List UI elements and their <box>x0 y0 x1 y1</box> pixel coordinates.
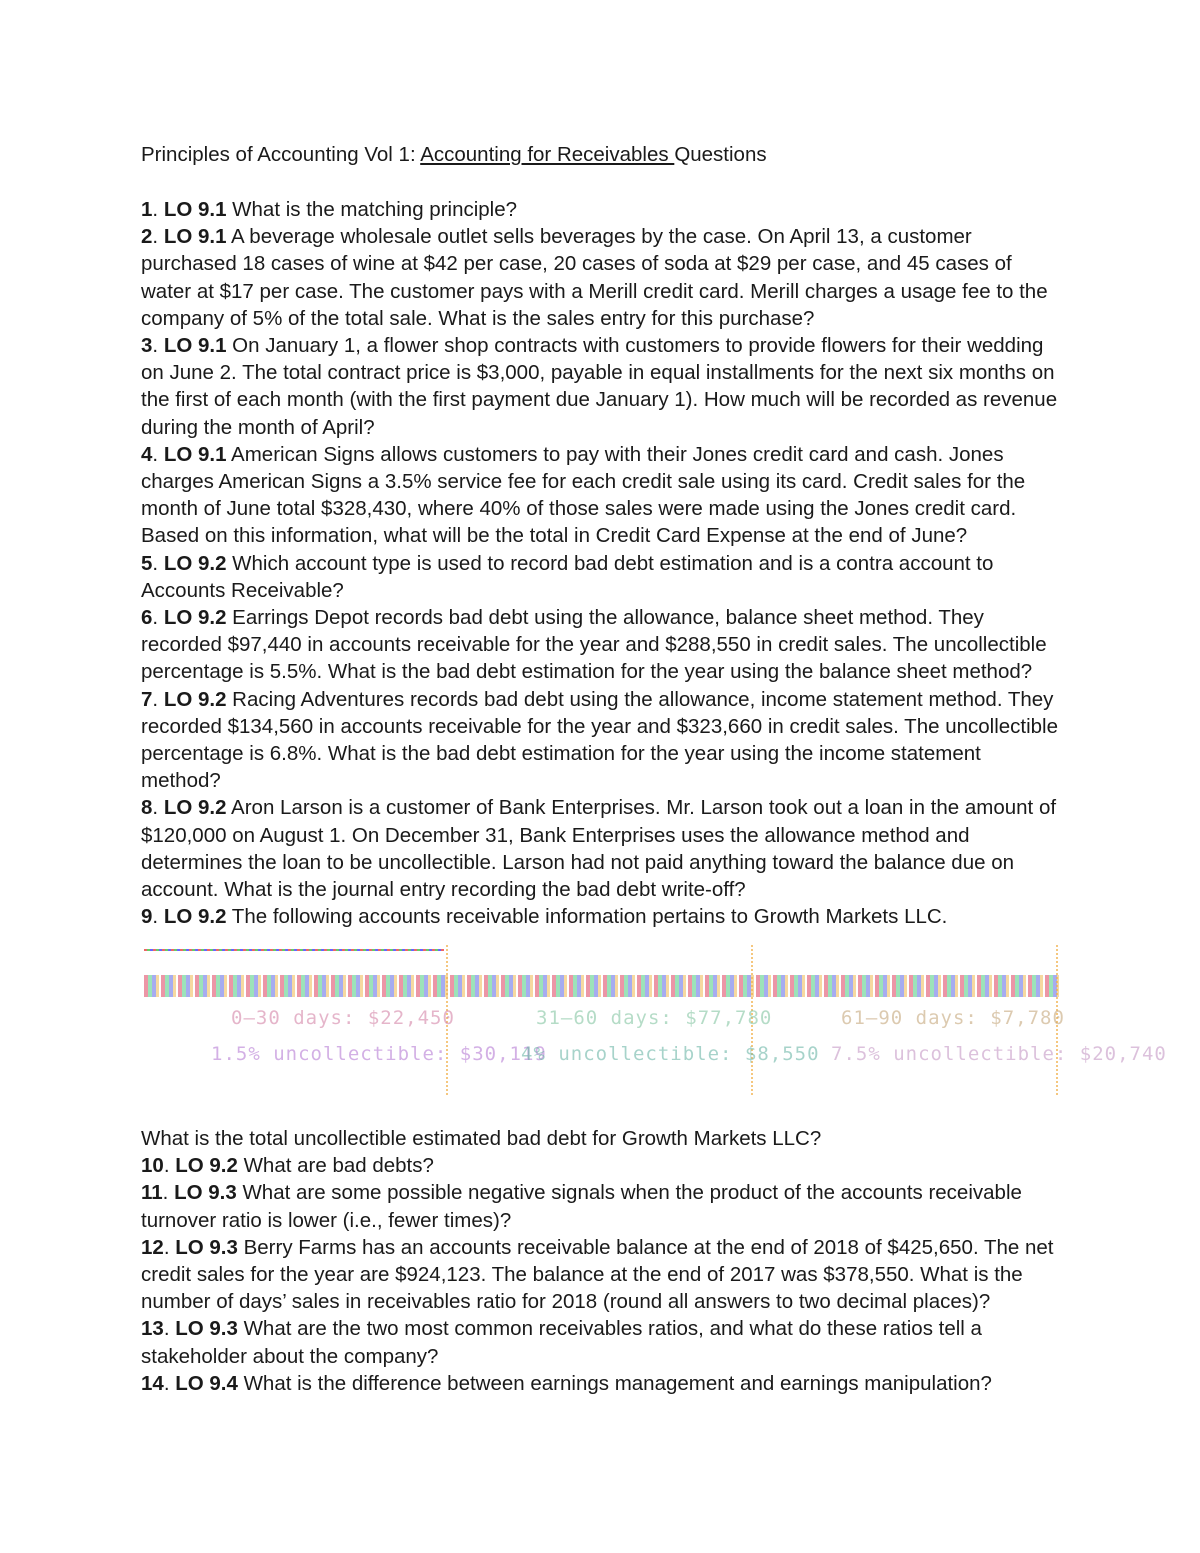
table-cell: 61–90 days: $7,780 <box>841 1007 1065 1029</box>
learning-objective: LO 9.2 <box>163 551 227 575</box>
question-number: 3 <box>141 334 153 358</box>
table-cell: 4% uncollectible: $8,550 <box>521 1043 820 1065</box>
learning-objective: LO 9.1 <box>163 334 227 358</box>
question-13: 13. LO 9.3 What are the two most common receivables ratios, and what do these ratios tell a stakeholder about the company? <box>141 1317 982 1368</box>
table-cell: 7.5% uncollectible: $20,740 <box>831 1043 1167 1065</box>
question-11: 11. LO 9.3 What are some possible negative signals when the product of the accounts receivable turnover ratio is lower (i.e., fewer times)? <box>141 1181 1022 1232</box>
question-9-continuation: What is the total uncollectible estimated bad debt for Growth Markets LLC? <box>141 1127 822 1150</box>
question-text: What are the two most common receivables ratios, and what do these ratios tell a stakeholder about the company? <box>141 1317 982 1368</box>
learning-objective: LO 9.2 <box>163 905 227 929</box>
table-top-border <box>144 949 444 951</box>
learning-objective: LO 9.4 <box>175 1371 238 1395</box>
question-8: 8. LO 9.2 Aron Larson is a customer of Bank Enterprises. Mr. Larson took out a loan in the amount of $120,000 on August 1. On December 31, Bank Enterprises uses the allowance method and determines the loan to be uncollectible. Larson had not paid anything toward the balance due on account. What is the journal entry recording the bad debt write-off? <box>141 796 1057 902</box>
question-1: 1. LO 9.1 What is the matching principle? <box>141 198 518 221</box>
title-prefix: Principles of Accounting Vol 1: <box>141 143 421 166</box>
table-row <box>141 1043 1167 1069</box>
question-text: Berry Farms has an accounts receivable balance at the end of 2018 of $425,650. The net credit sales for the year are $924,123. The balance at the end of 2017 was $378,550. What is the number of days’ sales in receivables ratio for 2018 (round all answers to two decimal places)? <box>141 1235 1054 1314</box>
table-row <box>141 1007 1065 1033</box>
table-cell: 1.5% uncollectible: $30,119 <box>211 1043 547 1065</box>
question-text: Racing Adventures records bad debt using the allowance, income statement method. They recorded $134,560 in accounts receivable for the year and $323,660 in credit sales. The uncollectible percentage is 6.8%. What is the bad debt estimation for the year using the income statement method? <box>141 687 1059 793</box>
question-number: 8 <box>141 796 153 820</box>
table-cell: 31–60 days: $77,780 <box>536 1007 773 1029</box>
question-9: 9. LO 9.2 The following accounts receivable information pertains to Growth Markets LLC. <box>141 905 948 929</box>
question-text: The following accounts receivable information pertains to Growth Markets LLC. <box>226 905 948 929</box>
question-number: 2 <box>141 225 153 249</box>
question-text: On January 1, a flower shop contracts with customers to provide flowers for their wedding on June 2. The total contract price is $3,000, payable in equal installments for the next six months on the first of each month (with the first payment due January 1). How much will be recorded as revenue during the month of April? <box>141 334 1058 439</box>
question-number: 5 <box>141 551 153 575</box>
question-4: 4. LO 9.1 American Signs allows customers to pay with their Jones credit card and cash. Jones charges American Signs a 3.5% service fee for each credit sale using its card. Credit sales for the month of June total $328,430, where 40% of those sales were made using the Jones credit card. Based on this information, what will be the total in Credit Card Expense at the end of June? <box>141 442 1026 548</box>
document-title <box>141 143 767 167</box>
question-text: What are some possible negative signals when the product of the accounts receivable turnover ratio is lower (i.e., fewer times)? <box>141 1181 1022 1232</box>
learning-objective: LO 9.1 <box>163 198 227 221</box>
question-7: 7. LO 9.2 Racing Adventures records bad debt using the allowance, income statement method. They recorded $134,560 in accounts receivable for the year and $323,660 in credit sales. The uncollectible percentage is 6.8%. What is the bad debt estimation for the year using the income statement method? <box>141 687 1059 793</box>
learning-objective: LO 9.2 <box>175 1154 238 1178</box>
question-number: 10 <box>141 1154 164 1178</box>
learning-objective: LO 9.2 <box>163 606 227 630</box>
learning-objective: LO 9.2 <box>163 796 227 820</box>
receivables-aging-table <box>141 945 1167 1095</box>
title-link[interactable]: Accounting for Receivables <box>420 143 675 166</box>
learning-objective: LO 9.3 <box>175 1235 238 1259</box>
learning-objective: LO 9.3 <box>175 1317 238 1341</box>
question-text: What is the difference between earnings management and earnings manipulation? <box>237 1371 992 1395</box>
learning-objective: LO 9.3 <box>174 1181 237 1205</box>
question-text: Earrings Depot records bad debt using the allowance, balance sheet method. They recorded $97,440 in accounts receivable for the year and $288,550 in credit sales. The uncollectible percentage is 5.5%. What is the bad debt estimation for the year using the balance sheet method? <box>141 606 1047 684</box>
learning-objective: LO 9.1 <box>163 442 227 466</box>
questions-list-bottom <box>141 1125 1061 1397</box>
learning-objective: LO 9.1 <box>163 225 227 249</box>
question-5: 5. LO 9.2 Which account type is used to record bad debt estimation and is a contra account to Accounts Receivable? <box>141 551 994 602</box>
question-number: 6 <box>141 606 153 630</box>
question-number: 11 <box>141 1181 163 1205</box>
question-number: 13 <box>141 1317 164 1341</box>
question-text: American Signs allows customers to pay with their Jones credit card and cash. Jones charges American Signs a 3.5% service fee for each credit sale using its card. Credit sales for the month of June total $328,430, where 40% of those sales were made using the Jones credit card. Based on this information, what will be the total in Credit Card Expense at the end of June? <box>141 442 1026 548</box>
table-cell: 0–30 days: $22,450 <box>231 1007 455 1029</box>
question-3: 3. LO 9.1 On January 1, a flower shop contracts with customers to provide flowers for their wedding on June 2. The total contract price is $3,000, payable in equal installments for the next six months on the first of each month (with the first payment due January 1). How much will be recorded as revenue during the month of April? <box>141 334 1058 439</box>
questions-list-top <box>141 196 1061 930</box>
table-header-band <box>144 975 1059 997</box>
question-number: 4 <box>141 442 153 466</box>
question-number: 12 <box>141 1235 164 1259</box>
title-suffix: Questions <box>674 143 767 166</box>
question-14: 14. LO 9.4 What is the difference between earnings management and earnings manipulation? <box>141 1371 992 1395</box>
question-text: What is the matching principle? <box>226 198 518 221</box>
question-6: 6. LO 9.2 Earrings Depot records bad debt using the allowance, balance sheet method. They recorded $97,440 in accounts receivable for the year and $288,550 in credit sales. The uncollectible percentage is 5.5%. What is the bad debt estimation for the year using the balance sheet method? <box>141 606 1047 684</box>
question-text: What are bad debts? <box>237 1154 434 1178</box>
learning-objective: LO 9.2 <box>163 687 227 711</box>
question-number: 14 <box>141 1371 164 1395</box>
question-text: Which account type is used to record bad debt estimation and is a contra account to Accounts Receivable? <box>141 551 994 602</box>
question-number: 1 <box>141 198 153 221</box>
question-text: Aron Larson is a customer of Bank Enterprises. Mr. Larson took out a loan in the amount of $120,000 on August 1. On December 31, Bank Enterprises uses the allowance method and determines the loan to be uncollectible. Larson had not paid anything toward the balance due on account. What is the journal entry recording the bad debt write-off? <box>141 796 1057 902</box>
question-12: 12. LO 9.3 Berry Farms has an accounts receivable balance at the end of 2018 of $425,650. The net credit sales for the year are $924,123. The balance at the end of 2017 was $378,550. What is the number of days’ sales in receivables ratio for 2018 (round all answers to two decimal places)? <box>141 1235 1054 1314</box>
question-2: 2. LO 9.1 A beverage wholesale outlet sells beverages by the case. On April 13, a customer purchased 18 cases of wine at $42 per case, 20 cases of soda at $29 per case, and 45 cases of water at $17 per case. The customer pays with a Merill credit card. Merill charges a usage fee to the company of 5% of the total sale. What is the sales entry for this purchase? <box>141 225 1048 330</box>
question-text: A beverage wholesale outlet sells beverages by the case. On April 13, a customer purchased 18 cases of wine at $42 per case, 20 cases of soda at $29 per case, and 45 cases of water at $17 per case. The customer pays with a Merill credit card. Merill charges a usage fee to the company of 5% of the total sale. What is the sales entry for this purchase? <box>141 225 1048 330</box>
question-number: 7 <box>141 687 153 711</box>
question-number: 9 <box>141 905 153 929</box>
question-10: 10. LO 9.2 What are bad debts? <box>141 1154 434 1178</box>
